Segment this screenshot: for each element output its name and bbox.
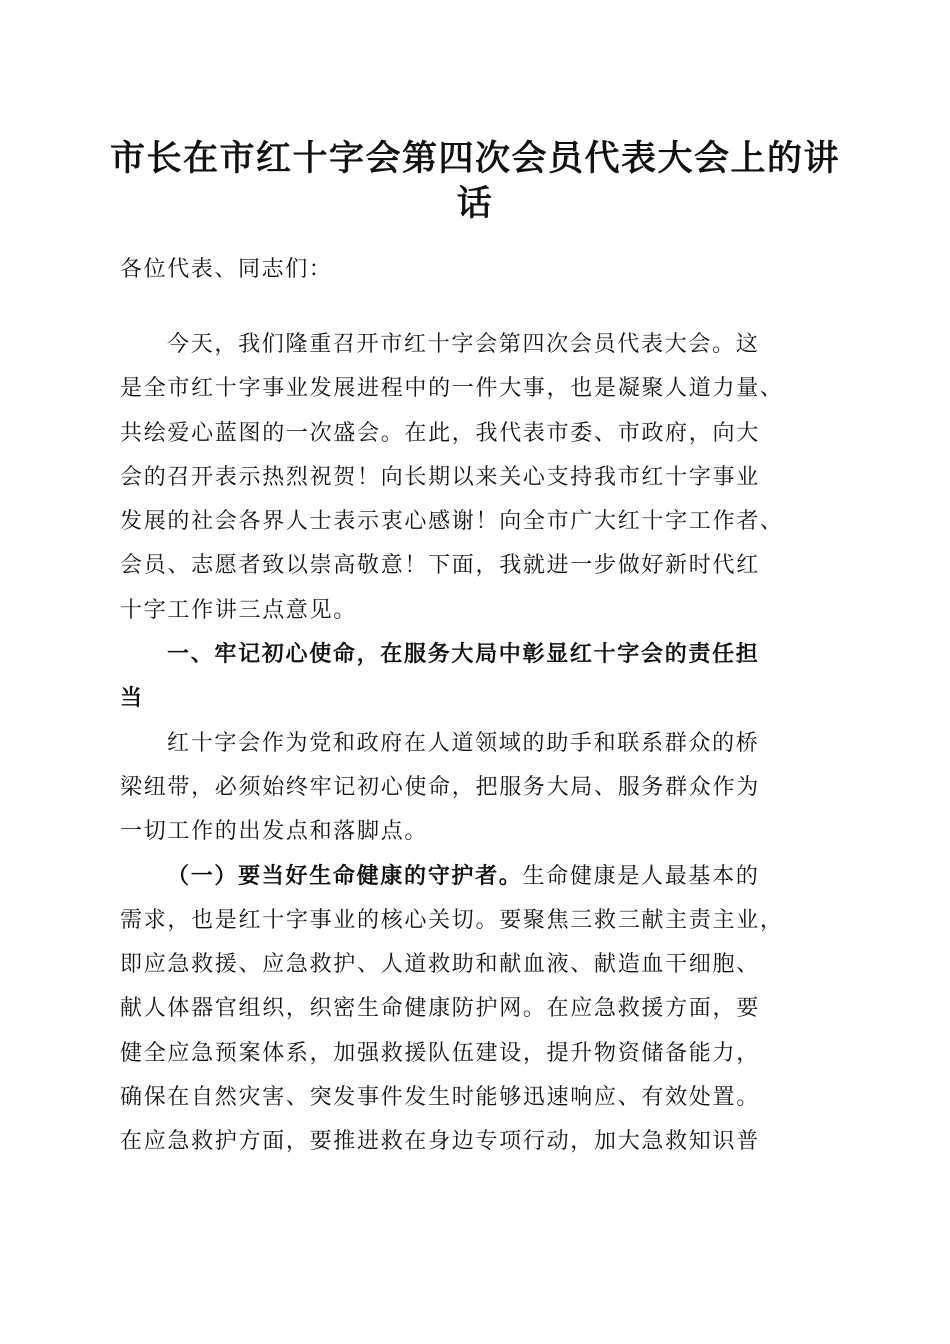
text-line: 今天，我们隆重召开市红十字会第四次会员代表大会。这 <box>167 332 760 357</box>
heading-line: 一、牢记初心使命，在服务大局中彰显红十字会的责任担 <box>167 642 760 668</box>
text-line: 一切工作的出发点和落脚点。 <box>120 819 429 845</box>
paragraph-section-intro <box>120 722 840 855</box>
document-body <box>120 323 840 1165</box>
paragraph-opening <box>120 323 840 633</box>
title-line: 市长在市红十字会第四次会员代表大会上的讲 <box>109 138 840 179</box>
salutation: 各位代表、同志们： <box>120 257 333 282</box>
subsection-heading: （一）要当好生命健康的守护者。 <box>167 863 523 889</box>
text-line: 是全市红十字事业发展进程中的一件大事，也是凝聚人道力量、 <box>120 376 784 402</box>
text-line: 健全应急预案体系，加强救援队伍建设，提升物资储备能力， <box>120 1040 760 1066</box>
text-line: 确保在自然灾害、突发事件发生时能够迅速响应、有效处置。 <box>120 1085 760 1111</box>
text-line: 献人体器官组织，织密生命健康防护网。在应急救援方面，要 <box>120 996 760 1022</box>
heading-line: 当 <box>120 686 144 712</box>
text-line: 红十字会作为党和政府在人道领域的助手和联系群众的桥 <box>167 730 760 756</box>
text-line: 会员、志愿者致以崇高敬意！下面，我就进一步做好新时代红 <box>120 553 760 579</box>
title-line: 话 <box>456 183 494 224</box>
paragraph-subsection-1 <box>120 855 840 1165</box>
text-line: 共绘爱心蓝图的一次盛会。在此，我代表市委、市政府，向大 <box>120 420 760 446</box>
section-heading-1 <box>120 633 840 722</box>
text-line <box>120 855 840 899</box>
text-line: 即应急救援、应急救护、人道救助和献血液、献造血干细胞、 <box>120 952 760 978</box>
document-title <box>0 136 950 226</box>
text-line: 发展的社会各界人士表示衷心感谢！向全市广大红十字工作者、 <box>120 509 784 535</box>
text-span: 生命健康是人最基本的 <box>522 863 760 889</box>
text-line: 梁纽带，必须始终牢记初心使命，把服务大局、服务群众作为 <box>120 774 760 800</box>
text-line: 在应急救护方面，要推进救在身边专项行动，加大急救知识普 <box>120 1129 760 1155</box>
text-line: 十字工作讲三点意见。 <box>120 597 358 623</box>
text-line: 会的召开表示热烈祝贺！向长期以来关心支持我市红十字事业 <box>120 464 760 490</box>
text-line: 需求，也是红十字事业的核心关切。要聚焦三救三献主责主业， <box>120 907 784 933</box>
